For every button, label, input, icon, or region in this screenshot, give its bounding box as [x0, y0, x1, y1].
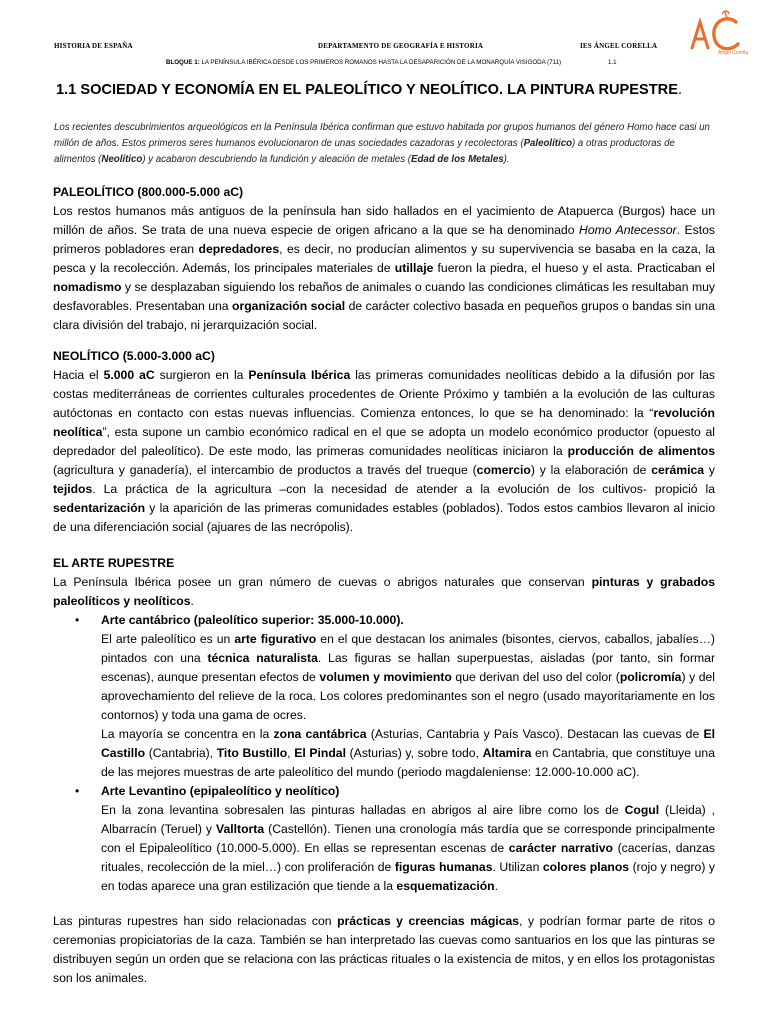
text: . Las figuras se hallan superpuestas, aisladas (por tanto, sin formar escenas), aunque presentan efectos de	[101, 651, 716, 684]
school-logo	[686, 8, 749, 58]
title-dot: .	[677, 82, 682, 98]
bold-term: utillaje	[394, 261, 434, 275]
intro-paragraph	[54, 120, 716, 168]
header-school: IES ÁNGEL CORELLA	[580, 42, 658, 50]
bold-term: colores planos	[542, 860, 630, 874]
text: (Asturias) y, sobre todo,	[345, 746, 483, 760]
bold-term: tejidos	[53, 482, 93, 496]
arte-intro	[53, 573, 715, 611]
bold-term: El Castillo	[101, 727, 715, 760]
bullet-dot: •	[75, 784, 80, 798]
cantabrico-paragraph-1	[101, 630, 715, 725]
bold-term: policromía	[619, 670, 682, 684]
text: y la aparición de las primeras comunidades estables (poblados). Todos estos cambios llevaron al inicio de una diferenciación social (ajuares de las necrópolis).	[53, 501, 715, 534]
text: . La práctica de la agricultura –con la necesidad de atender a la evolución de los cultivos- propició la	[92, 482, 715, 496]
text: en Cantabria, que constituye una de las mejores muestras de arte paleolítico del mundo (periodo magdaleniense: 12.000-10.000 aC).	[101, 746, 715, 779]
bold-term: Valltorta	[216, 822, 265, 836]
text: , es decir, no producían alimentos y su supervivencia se basaba en la caza, la pesca y la recolección. Además, los principales materiales de	[53, 242, 715, 275]
text: las primeras comunidades neolíticas debido a la difusión por las costas mediterráneas de corrientes culturales procedentes de Oriente Próximo y también a la evolución de las culturas autóctonas en contacto con estas nuevas influencias. Comienza entonces, lo que se ha denominado: la “	[53, 368, 716, 420]
text: fueron la piedra, el hueso y el asta. Practicaban el	[433, 261, 715, 275]
intro-text: ) y acabaron descubriendo la fundición y aleación de metales (	[142, 154, 412, 165]
bold-term: 5.000 aC	[103, 368, 155, 382]
levantino-paragraph	[101, 801, 715, 896]
text: (rojo y negro) y en todas aparece una gran estilización que tiende a la	[101, 860, 716, 893]
bold-term: Tito Bustillo	[216, 746, 288, 760]
intro-bold: Paleolítico	[523, 138, 573, 149]
page-title	[56, 82, 682, 98]
bold-term: revolución neolítica	[53, 406, 715, 439]
header-department: DEPARTAMENTO DE GEOGRAFÍA E HISTORIA	[318, 42, 484, 50]
bold-term: comercio	[476, 463, 531, 477]
levantino-heading: Arte Levantino (epipaleolítico y neolítico)	[101, 784, 340, 798]
intro-text: ).	[503, 154, 510, 165]
text: surgieron en la	[154, 368, 249, 382]
intro-text: Los recientes descubrimientos arqueológicos en la Península Ibérica confirman que estuvo habitada por grupos humanos del género Homo hace casi un millón de años. Estos primeros seres humanos evolucionaron de unas sociedades cazadoras y recolectoras (	[54, 122, 710, 149]
text: (Cantabria),	[145, 746, 217, 760]
header-page-ref: 1.1	[608, 59, 617, 66]
bloque-label: BLOQUE 1:	[166, 59, 200, 66]
bold-term: esquematización	[396, 879, 495, 893]
section-neolitico	[53, 347, 715, 537]
text: y	[704, 463, 715, 477]
text: de carácter colectivo basada en pequeños grupos o bandas sin una clara división del trabajo, ni jerarquización social.	[53, 299, 715, 332]
closing-paragraph	[53, 912, 715, 988]
text: .	[494, 879, 499, 893]
text: en el que destacan los animales (bisontes, ciervos, caballos, jabalíes…) pintados con una	[101, 632, 715, 665]
section-paleolitico	[53, 183, 715, 335]
text: ”, esta supone un cambio económico radical en el que se adopta un modelo económico productor (opuesto al depredador del paleolítico). De este modo, las primeras comunidades neolíticas iniciaron la	[53, 425, 715, 458]
paleolitico-paragraph	[53, 202, 715, 335]
bold-term: cerámica	[651, 463, 705, 477]
arte-heading: EL ARTE RUPESTRE	[53, 556, 175, 570]
header-subject: HISTORIA DE ESPAÑA	[54, 42, 133, 50]
bold-term: El Pindal	[294, 746, 346, 760]
bullet-dot: •	[75, 613, 80, 627]
intro-text: ) a otras productoras de alimentos (	[54, 138, 675, 165]
closing-text	[53, 912, 715, 988]
section-arte-rupestre	[53, 554, 715, 896]
bloque-text: LA PENÍNSULA IBÉRICA DESDE LOS PRIMEROS ROMANOS HASTA LA DESAPARICIÓN DE LA MONARQUÍA VISIGODA (711)	[201, 59, 562, 66]
cantabrico-heading: Arte cantábrico (paleolítico superior: 35.000-10.000).	[101, 613, 404, 627]
intro-bold: Edad de los Metales	[411, 154, 504, 165]
text: (Castellón). Tienen una cronología más tardía que se corresponde principalmente con el Epipaleolítico (10.000-5.000). En ellas se representan escenas de	[101, 822, 716, 855]
logo-caption: Ángel Corella	[718, 50, 749, 56]
text: .	[190, 594, 194, 608]
text: . Estos primeros pobladores eran	[53, 223, 715, 256]
bullet-arte-levantino	[53, 782, 715, 896]
bold-term: carácter narrativo	[508, 841, 613, 855]
text: (Asturias, Cantabria y País Vasco). Destacan las cuevas de	[366, 727, 704, 741]
bold-term: organización social	[232, 299, 346, 313]
neolitico-paragraph	[53, 366, 715, 537]
neolitico-heading: NEOLÍTICO (5.000-3.000 aC)	[53, 349, 215, 363]
text: Hacia el	[53, 368, 104, 382]
bold-term: depredadores	[198, 242, 280, 256]
intro-bold: Neolítico	[101, 154, 143, 165]
text: ) y la elaboración de	[530, 463, 652, 477]
text: y se desplazaban siguiendo los rebaños de animales o cuando las condiciones climáticas les resultaban muy desfavorables. Presentaban una	[53, 280, 715, 313]
bold-term: técnica naturalista	[207, 651, 318, 665]
bold-term: arte figurativo	[234, 632, 317, 646]
paleolitico-heading: PALEOLÍTICO (800.000-5.000 aC)	[53, 185, 244, 199]
cantabrico-paragraph-2	[101, 725, 715, 782]
bold-term: sedentarización	[53, 501, 146, 515]
bold-term: prácticas y creencias mágicas	[337, 914, 520, 928]
text: El arte paleolítico es un	[101, 632, 235, 646]
bold-term: volumen y movimiento	[319, 670, 452, 684]
text: ,	[287, 746, 295, 760]
bold-term: Península Ibérica	[248, 368, 351, 382]
bold-term: Altamira	[482, 746, 532, 760]
text: que derivan del uso del color (	[451, 670, 620, 684]
bold-term: zona cantábrica	[273, 727, 367, 741]
title-text: 1.1 SOCIEDAD Y ECONOMÍA EN EL PALEOLÍTICO Y NEOLÍTICO. LA PINTURA RUPESTRE	[56, 82, 678, 98]
text: . Utilizan	[492, 860, 543, 874]
bold-term: nomadismo	[53, 280, 122, 294]
text: ) y del aprovechamiento del relieve de la roca. Los colores predominantes son el negro (usado mayoritariamente en los contornos) y toda una gama de ocres.	[101, 670, 716, 722]
text: La mayoría se concentra en la	[101, 727, 274, 741]
text: (cacerías, danzas rituales, recolección de la miel…) con proliferación de	[101, 841, 716, 874]
text: La Península Ibérica posee un gran número de cuevas o abrigos naturales que conservan	[53, 575, 592, 589]
bold-term: Cogul	[624, 803, 660, 817]
text: , y podrían formar parte de ritos o ceremonias propiciatorias de la caza. También se han interpretado las cuevas como santuarios en los que las pinturas se distribuyen según un orden que se relaciona con las prácticas rituales o la existencia de mitos, y en ellos los protagonistas son los animales.	[53, 914, 715, 985]
header-bloque	[166, 59, 561, 66]
text: (Lleida) , Albarracín (Teruel) y	[101, 803, 715, 836]
italic-term: Homo Antecessor	[579, 223, 677, 237]
text: (agricultura y ganadería), el intercambio de productos a través del trueque (	[53, 463, 477, 477]
text: Las pinturas rupestres han sido relacionadas con	[53, 914, 338, 928]
text: Los restos humanos más antiguos de la península han sido hallados en el yacimiento de Atapuerca (Burgos) hace un millón de años. Se trata de una nueva especie de origen africano a la que se ha denominado	[53, 204, 715, 237]
bold-term: figuras humanas	[394, 860, 493, 874]
text: En la zona levantina sobresalen las pinturas halladas en abrigos al aire libre como los de	[101, 803, 625, 817]
bullet-arte-cantabrico	[53, 611, 715, 782]
bold-term: pinturas y grabados paleolíticos y neolíticos	[53, 575, 716, 608]
bold-term: producción de alimentos	[567, 444, 715, 458]
